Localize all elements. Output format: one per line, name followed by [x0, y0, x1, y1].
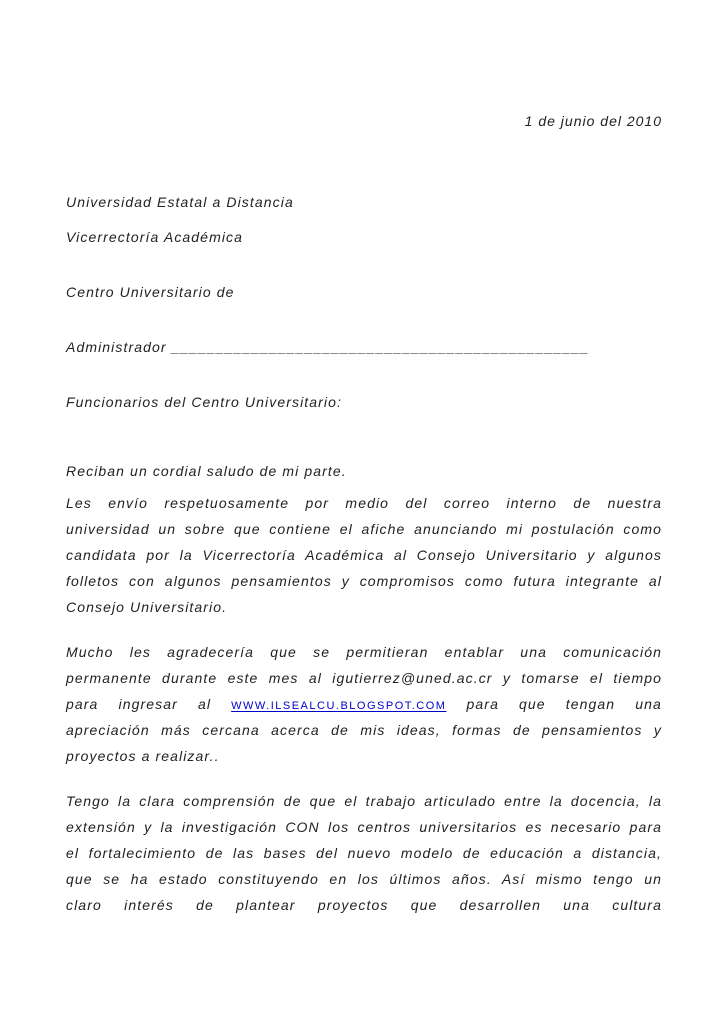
word: interés	[124, 897, 174, 913]
word: tengan	[565, 696, 616, 712]
para1-line: Les envío respetuosamente por medio del correo interno de nuestra	[66, 495, 662, 511]
word: una	[635, 696, 662, 712]
para3-line: el fortalecimiento de las bases del nuevo modelo de educación a distancia,	[66, 845, 662, 861]
word: cultura	[612, 897, 662, 913]
letter-date: 1 de junio del 2010	[524, 113, 662, 129]
para3-line: extensión y la investigación CON los centros universitarios es necesario para	[66, 819, 662, 835]
word: ingresar	[118, 696, 178, 712]
para1-line: Consejo Universitario.	[66, 599, 228, 615]
para2-line: apreciación más cercana acerca de mis ideas, formas de pensamientos y	[66, 722, 662, 738]
recipient-staff: Funcionarios del Centro Universitario:	[66, 394, 343, 410]
para1-line: folletos con algunos pensamientos y compromisos como futura integrante al	[66, 573, 662, 589]
word: plantear	[236, 897, 296, 913]
para2-link-line	[66, 695, 662, 715]
para1-line: candidata por la Vicerrectoría Académica al Consejo Universitario y algunos	[66, 547, 662, 563]
word: que	[410, 897, 438, 913]
greeting: Reciban un cordial saludo de mi parte.	[66, 463, 347, 479]
word: una	[563, 897, 590, 913]
word: para	[466, 696, 499, 712]
recipient-university: Universidad Estatal a Distancia	[66, 194, 294, 210]
word: para	[66, 696, 99, 712]
word: proyectos	[317, 897, 389, 913]
para3-line: que se ha estado constituyendo en los últimos años. Así mismo tengo un	[66, 871, 662, 887]
word: que	[519, 696, 546, 712]
para1-line: universidad un sobre que contiene el afiche anunciando mi postulación como	[66, 521, 662, 537]
para3-line: Tengo la clara comprensión de que el trabajo articulado entre la docencia, la	[66, 793, 662, 809]
para2-line: permanente durante este mes al igutierrez@uned.ac.cr y tomarse el tiempo	[66, 670, 662, 686]
word: claro	[66, 897, 102, 913]
para3-last-line	[66, 896, 662, 914]
recipient-administrator: Administrador _______________________________________________	[66, 339, 590, 355]
recipient-center: Centro Universitario de	[66, 284, 235, 300]
word: de	[196, 897, 214, 913]
blog-link[interactable]: WWW.ILSEALCU.BLOGSPOT.COM	[231, 700, 447, 712]
recipient-office: Vicerrectoría Académica	[66, 229, 244, 245]
para2-line: proyectos a realizar..	[66, 748, 220, 764]
word: al	[197, 696, 212, 712]
word: desarrollen	[459, 897, 542, 913]
para2-line: Mucho les agradecería que se permitieran entablar una comunicación	[66, 644, 662, 660]
